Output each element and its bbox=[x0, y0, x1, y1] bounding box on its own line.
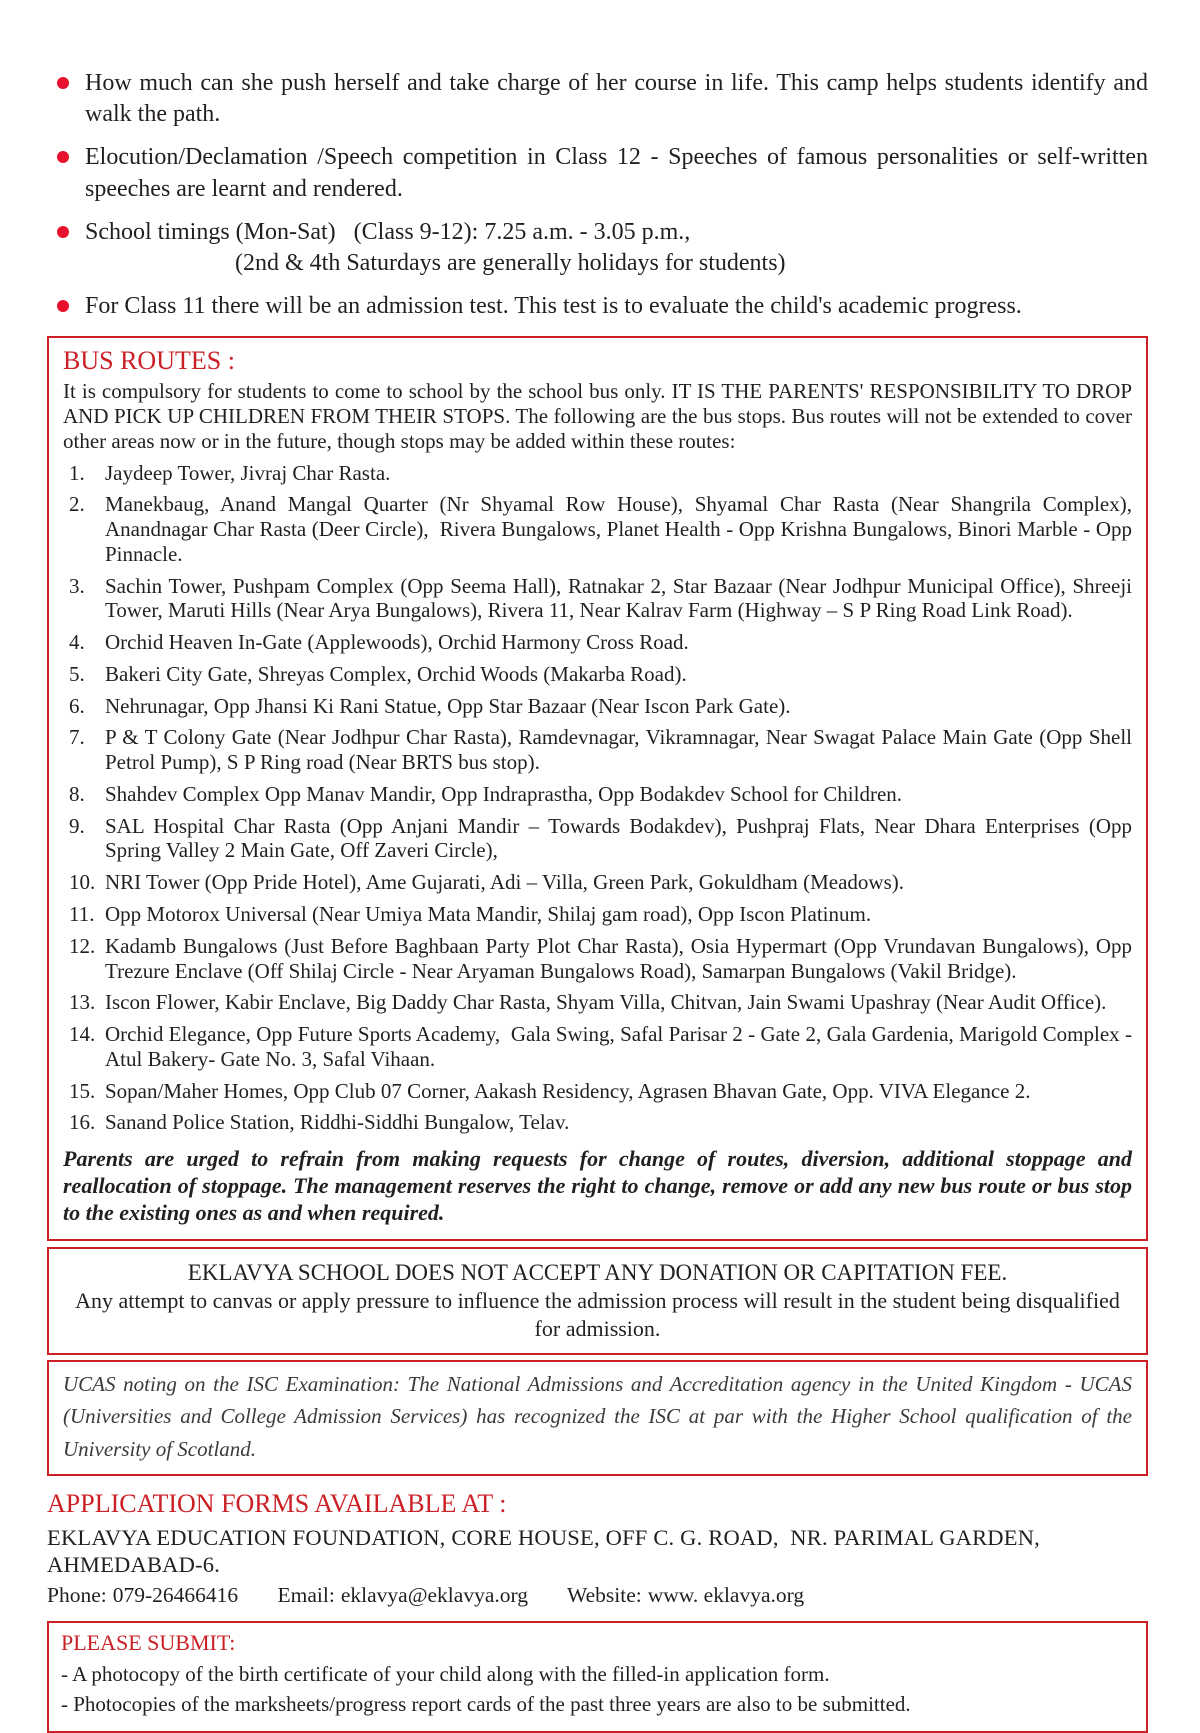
foundation-address: EKLAVYA EDUCATION FOUNDATION, CORE HOUSE, OFF C. G. ROAD, NR. PARIMAL GARDEN, AHMEDABAD-6. bbox=[47, 1525, 1046, 1578]
email-pair bbox=[278, 1583, 528, 1607]
donation-headline: EKLAVYA SCHOOL DOES NOT ACCEPT ANY DONATION OR CAPITATION FEE. bbox=[187, 1259, 1008, 1285]
bullet-text: School timings (Mon-Sat) (Class 9-12): 7.25 a.m. - 3.05 p.m., bbox=[85, 218, 691, 245]
email-address: eklavya@eklavya.org bbox=[340, 1583, 529, 1608]
contact-line bbox=[47, 1583, 1148, 1609]
bullet-text: Elocution/Declamation /Speech competition in Class 12 - Speeches of famous personalities or self-written speeches are learnt and rendered. bbox=[85, 144, 1148, 202]
submit-item: - A photocopy of the birth certificate of your child along with the filled-in application form. bbox=[61, 1661, 830, 1686]
bus-route-item: Nehrunagar, Opp Jhansi Ki Rani Statue, Opp Star Bazaar (Near Iscon Park Gate). bbox=[105, 693, 791, 718]
bus-route-item: Orchid Heaven In-Gate (Applewoods), Orchid Harmony Cross Road. bbox=[105, 630, 689, 655]
bus-route-item: SAL Hospital Char Rasta (Opp Anjani Mandir – Towards Bodakdev), Pushpraj Flats, Near Dhara Enterprises (Opp Spring Valley 2 Main Gate, Off Zaveri Circle), bbox=[105, 813, 1132, 863]
bus-routes-note: Parents are urged to refrain from making requests for change of routes, diversion, additional stoppage and reallocation of stoppage. The management reserves the right to change, remove or add any new bus route or bus stop to the existing ones as and when required. bbox=[63, 1146, 1132, 1225]
application-forms-heading: APPLICATION FORMS AVAILABLE AT : bbox=[47, 1488, 507, 1518]
bullet-subtext: (2nd & 4th Saturdays are generally holidays for students) bbox=[235, 249, 786, 276]
bullet-item-admission-test bbox=[47, 291, 1148, 322]
phone-pair bbox=[47, 1583, 238, 1607]
submit-item: - Photocopies of the marksheets/progress report cards of the past three years are also to be submitted. bbox=[61, 1691, 911, 1716]
bullet-item-camp bbox=[47, 68, 1148, 130]
phone-label: Phone: bbox=[47, 1583, 107, 1608]
bus-route-item: Orchid Elegance, Opp Future Sports Academy, Gala Swing, Safal Parisar 2 - Gate 2, Gala Gardenia, Marigold Complex - Atul Bakery- Gate No. 3, Safal Vihaan. bbox=[105, 1022, 1132, 1071]
ucas-note: UCAS noting on the ISC Examination: The National Admissions and Accreditation agency in the United Kingdom - UCAS (Universities and College Admission Services) has recognized the ISC at par with the Higher School qualification of the University of Scotland. bbox=[63, 1371, 1132, 1462]
bullet-dot-icon bbox=[57, 151, 69, 163]
bus-route-item: Kadamb Bungalows (Just Before Baghbaan Party Plot Char Rasta), Osia Hypermart (Opp Vrundavan Bungalows), Opp Trezure Enclave (Off Shilaj Circle - Near Aryaman Bungalows Road), Samarpan Bungalows (Vakil Bridge). bbox=[105, 933, 1132, 983]
website-url: www. eklavya.org bbox=[647, 1583, 805, 1608]
donation-notice-box bbox=[47, 1247, 1148, 1355]
bus-route-item: Shahdev Complex Opp Manav Mandir, Opp Indraprastha, Opp Bodakdev School for Children. bbox=[105, 781, 903, 806]
bus-route-item: P & T Colony Gate (Near Jodhpur Char Rasta), Ramdevnagar, Vikramnagar, Near Swagat Palace Main Gate (Opp Shell Petrol Pump), S P Ring road (Near BRTS bus stop). bbox=[105, 725, 1132, 775]
bus-route-item: Bakeri City Gate, Shreyas Complex, Orchid Woods (Makarba Road). bbox=[105, 661, 687, 686]
please-submit-heading: PLEASE SUBMIT: bbox=[61, 1630, 236, 1656]
bullet-item-elocution bbox=[47, 142, 1148, 204]
bus-route-item: Manekbaug, Anand Mangal Quarter (Nr Shyamal Row House), Shyamal Char Rasta (Near Shangrila Complex), Anandnagar Char Rasta (Deer Circle), Rivera Bungalows, Planet Health - Opp Krishna Bungalows, Binori Marble - Opp Pinnacle. bbox=[105, 492, 1132, 566]
bullet-text: How much can she push herself and take charge of her course in life. This camp helps students identify and walk the path. bbox=[85, 70, 1148, 128]
bus-route-item: Jaydeep Tower, Jivraj Char Rasta. bbox=[105, 460, 391, 485]
bullet-dot-icon bbox=[57, 77, 69, 89]
bus-route-item: NRI Tower (Opp Pride Hotel), Ame Gujarati, Adi – Villa, Green Park, Gokuldham (Meadows). bbox=[105, 870, 905, 895]
website-pair bbox=[567, 1583, 804, 1607]
bullet-dot-icon bbox=[57, 226, 69, 238]
website-label: Website: bbox=[567, 1583, 642, 1608]
email-label: Email: bbox=[277, 1583, 335, 1608]
bus-route-item: Opp Motorox Universal (Near Umiya Mata Mandir, Shilaj gam road), Opp Iscon Platinum. bbox=[105, 901, 872, 926]
bus-route-item: Sachin Tower, Pushpam Complex (Opp Seema Hall), Ratnakar 2, Star Bazaar (Near Jodhpur Municipal Office), Shreeji Tower, Maruti Hills (Near Arya Bungalows), Rivera 11, Near Kalrav Farm (Highway – S P Ring Road Link Road). bbox=[105, 573, 1132, 623]
donation-detail: Any attempt to canvas or apply pressure to influence the admission process will result in the student being disqualified for admission. bbox=[75, 1288, 1120, 1342]
bus-route-item: Iscon Flower, Kabir Enclave, Big Daddy Char Rasta, Shyam Villa, Chitvan, Jain Swami Upashray (Near Audit Office). bbox=[105, 990, 1107, 1015]
bus-route-item: Sanand Police Station, Riddhi-Siddhi Bungalow, Telav. bbox=[105, 1110, 570, 1135]
bullet-dot-icon bbox=[57, 300, 69, 312]
bullet-item-timings bbox=[47, 217, 1148, 279]
bullet-text: For Class 11 there will be an admission test. This test is to evaluate the child's academic progress. bbox=[85, 293, 1022, 320]
bus-routes-intro: It is compulsory for students to come to school by the school bus only. IT IS THE PARENTS' RESPONSIBILITY TO DROP AND PICK UP CHILDREN FROM THEIR STOPS. The following are the bus stops. Bus routes will not be extended to cover other areas now or in the future, though stops may be added within these routes: bbox=[63, 379, 1132, 453]
please-submit-box bbox=[47, 1621, 1148, 1733]
intro-bullet-list bbox=[47, 68, 1148, 322]
bus-routes-title: BUS ROUTES : bbox=[63, 346, 235, 376]
bus-route-item: Sopan/Maher Homes, Opp Club 07 Corner, Aakash Residency, Agrasen Bhavan Gate, Opp. VIVA Elegance 2. bbox=[105, 1078, 1031, 1103]
bus-routes-list bbox=[63, 461, 1132, 1136]
bus-routes-box bbox=[47, 336, 1148, 1240]
phone-number: 079-26466416 bbox=[112, 1583, 239, 1608]
ucas-note-box bbox=[47, 1360, 1148, 1476]
